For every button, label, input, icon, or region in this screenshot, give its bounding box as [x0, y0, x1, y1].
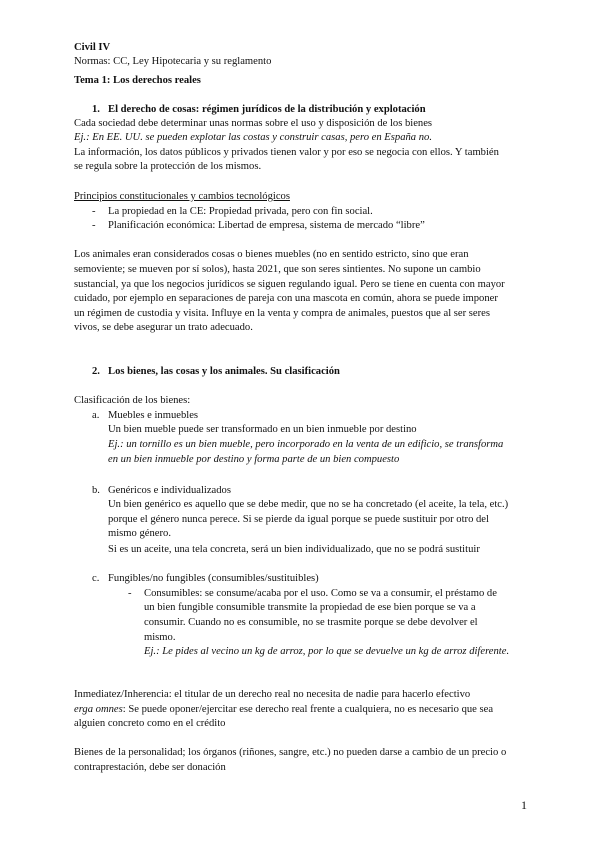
paragraph: un bien fungible consumible transmite la propiedad de ese bien porque se va a: [144, 602, 476, 613]
paragraph: mismo género.: [108, 528, 171, 539]
paragraph-erga-omnes: [74, 703, 493, 718]
example-text: Ej.: En EE. UU. se pueden explotar las costas y construir casas, pero en España no.: [74, 132, 432, 143]
list-item: La propiedad en la CE: Propiedad privada, pero con fin social.: [108, 206, 373, 217]
page-number: 1: [521, 798, 527, 812]
section-1-number: 1.: [92, 104, 100, 115]
list-item-title: Fungibles/no fungibles (consumibles/sustituibles): [108, 573, 319, 584]
paragraph: Un bien mueble puede ser transformado en un bien inmueble por destino: [108, 424, 417, 435]
list-item: Planificación económica: Libertad de empresa, sistema de mercado “libre”: [108, 220, 425, 231]
paragraph-animales: Los animales eran considerados cosas o bienes muebles (no en sentido estricto, sino que eran: [74, 249, 469, 260]
list-letter: b.: [92, 485, 100, 496]
bullet-dash: -: [92, 220, 96, 231]
doc-title: Civil IV: [74, 42, 111, 53]
paragraph-animales: sustancial, ya que los negocios jurídicos se siguen regulando igual. Pero se tiene en cuenta con mayor: [74, 279, 505, 290]
example-text: Ej.: Le pides al vecino un kg de arroz, por lo que se devuelve un kg de arroz diferente.: [144, 646, 510, 657]
paragraph-animales: un régimen de custodia y visita. Influye en la venta y compra de animales, puestos que al ser seres: [74, 308, 490, 319]
paragraph-personalidad: Bienes de la personalidad; los órganos (riñones, sangre, etc.) no pueden darse a cambio de un precio o: [74, 747, 507, 758]
paragraph: se regula sobre la protección de los mismos.: [74, 161, 262, 172]
paragraph: Un bien genérico es aquello que se debe medir, que no se ha concretado (el aceite, la tela, etc.): [108, 499, 509, 510]
list-item-title: Genéricos e individualizados: [108, 485, 231, 496]
normas-line: Normas: CC, Ley Hipotecaria y su reglamento: [74, 56, 272, 67]
erga-omnes-text: : Se puede oponer/ejercitar ese derecho real frente a cualquiera, no es necesario que sea: [122, 704, 494, 715]
paragraph-animales: cuidado, por ejemplo en separaciones de pareja con una mascota en común, ahora se puede imponer: [74, 293, 498, 304]
paragraph: Si es un aceite, una tela concreta, será un bien individualizado, que no se podrá sustituir: [108, 544, 480, 555]
paragraph-inmediatez: Inmediatez/Inherencia: el titular de un derecho real no necesita de nadie para hacerlo efectivo: [74, 689, 471, 700]
erga-omnes-term: erga omnes: [74, 704, 123, 715]
list-letter: a.: [92, 410, 100, 421]
list-item-title: Muebles e inmuebles: [108, 410, 199, 421]
section-2-number: 2.: [92, 366, 100, 377]
example-text: Ej.: un tornillo es un bien mueble, pero incorporado en la venta de un edificio, se transforma: [108, 439, 504, 450]
paragraph: contraprestación, debe ser donación: [74, 762, 226, 773]
bullet-dash: -: [92, 206, 96, 217]
paragraph: Consumibles: se consume/acaba por el uso. Como se va a consumir, el préstamo de: [144, 588, 497, 599]
section-2-heading: Los bienes, las cosas y los animales. Su clasificación: [108, 366, 340, 377]
section-1-heading: El derecho de cosas: régimen jurídicos de la distribución y explotación: [108, 104, 426, 115]
principios-title: Principios constitucionales y cambios tecnológicos: [74, 191, 290, 202]
paragraph: alguien concreto como en el crédito: [74, 718, 226, 729]
tema-heading: Tema 1: Los derechos reales: [74, 75, 201, 86]
paragraph: consumir. Cuando no es consumible, no se trasmite porque se debe devolver el: [144, 617, 478, 628]
paragraph: Clasificación de los bienes:: [74, 395, 191, 406]
example-text: en un bien inmueble por destino y forma parte de un bien compuesto: [108, 454, 400, 465]
paragraph: Cada sociedad debe determinar unas normas sobre el uso y disposición de los bienes: [74, 118, 433, 129]
paragraph-animales: vivos, se debe asegurar un trato adecuado.: [74, 322, 253, 333]
paragraph-animales: semoviente; se mueven por sí solos), hasta 2021, que son seres sintientes. No supone un cambio: [74, 264, 481, 275]
list-letter: c.: [92, 573, 100, 584]
paragraph: porque el género nunca perece. Si se pierde da igual porque se puede sustituir por otro del: [108, 514, 489, 525]
paragraph: mismo.: [144, 632, 176, 643]
bullet-dash: -: [128, 588, 132, 599]
paragraph: La información, los datos públicos y privados tienen valor y por eso se negocia con ellos. Y también: [74, 147, 499, 158]
